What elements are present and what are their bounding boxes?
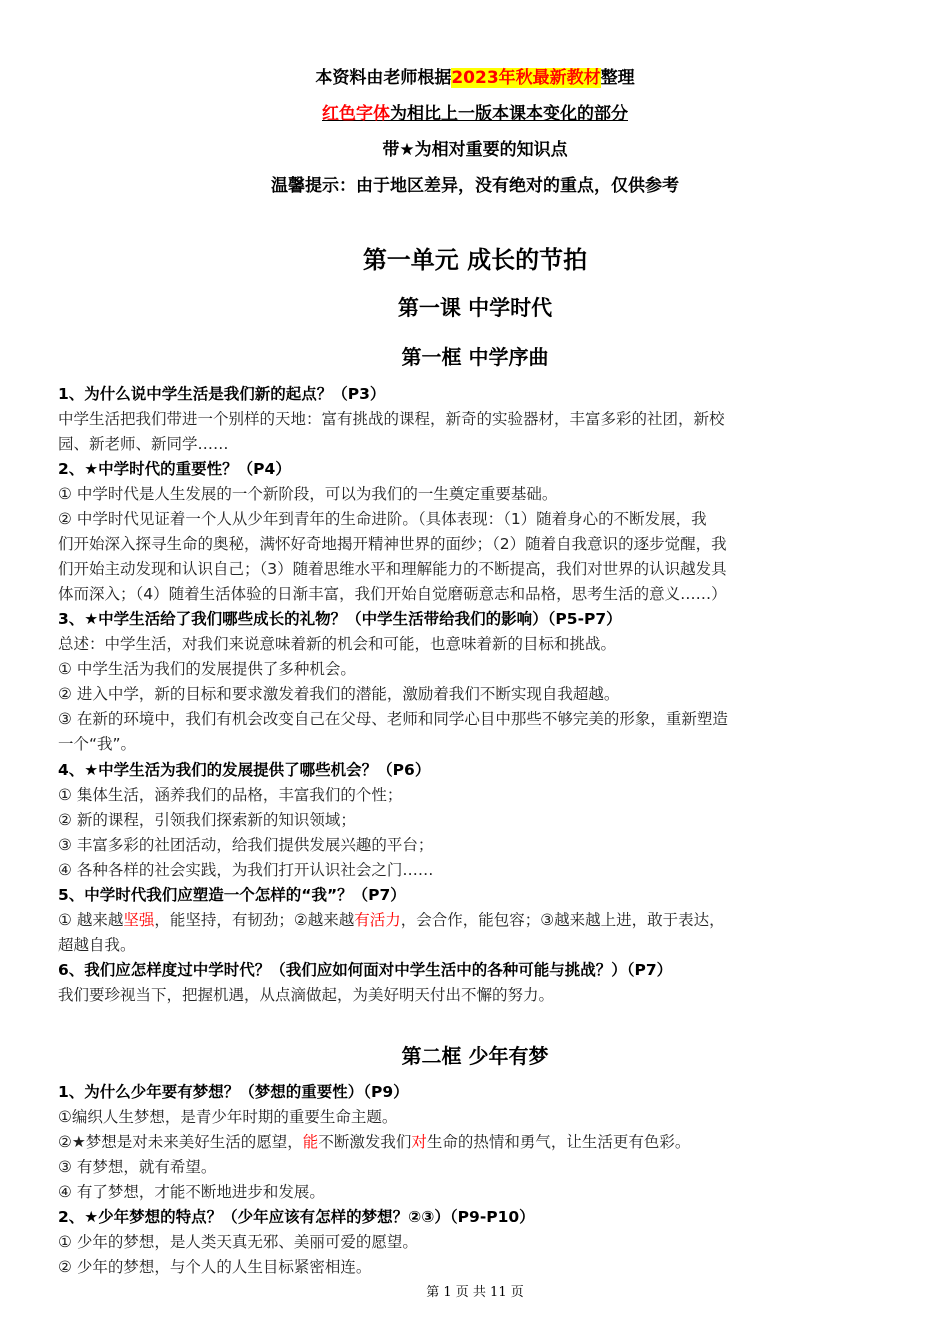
answer-line: 我们要珍视当下，把握机遇，从点滴做起，为美好明天付出不懈的努力。 — [58, 986, 555, 1004]
answer-line: 们开始主动发现和认识自己；（3）随着思维水平和理解能力的不断提高，我们对世界的认识越发具 — [58, 560, 727, 578]
answer-line: ④ 各种各样的社会实践，为我们打开认识社会之门…… — [58, 861, 434, 879]
unit-title: 第一单元 成长的节拍 — [362, 246, 588, 274]
answer-line: ① 越来越坚强，能坚持，有韧劲；②越来越有活力，会合作，能包容；③越来越上进，敢于表达， — [58, 911, 725, 929]
highlighted-text: 2023年秋最新教材 — [451, 68, 601, 88]
red-keyword: 能 — [302, 1133, 319, 1151]
section-title: 第一框 中学序曲 — [401, 345, 549, 369]
question-heading: 3、★中学生活给了我们哪些成长的礼物？（中学生活带给我们的影响）（P5-P7） — [58, 610, 622, 628]
answer-line: 中学生活把我们带进一个别样的天地：富有挑战的课程，新奇的实验器材，丰富多彩的社团，新校 — [58, 410, 725, 428]
header-line-2: 红色字体为相比上一版本课本变化的部分 — [322, 104, 628, 124]
answer-line: ③ 有梦想，就有希望。 — [58, 1158, 217, 1176]
answer-line: ①编织人生梦想，是青少年时期的重要生命主题。 — [58, 1108, 398, 1126]
header-line-1: 本资料由老师根据2023年秋最新教材整理 — [315, 68, 635, 88]
question-heading: 5、中学时代我们应塑造一个怎样的“我”？（P7） — [58, 886, 406, 904]
question-heading: 2、★少年梦想的特点？（少年应该有怎样的梦想？②③）（P9-P10） — [58, 1208, 535, 1226]
answer-line: ③ 丰富多彩的社团活动，给我们提供发展兴趣的平台； — [58, 836, 434, 854]
lesson-title: 第一课 中学时代 — [397, 296, 553, 320]
red-keyword: 有活力 — [354, 911, 401, 929]
answer-line: ① 少年的梦想，是人类天真无邪、美丽可爱的愿望。 — [58, 1233, 418, 1251]
answer-line: 们开始深入探寻生命的奥秘，满怀好奇地揭开精神世界的面纱；（2）随着自我意识的逐步觉醒，我 — [58, 535, 727, 553]
header-line-4: 温馨提示：由于地区差异，没有绝对的重点，仅供参考 — [271, 176, 679, 196]
question-heading: 1、为什么少年要有梦想？（梦想的重要性）（P9） — [58, 1083, 409, 1101]
answer-line: ④ 有了梦想，才能不断地进步和发展。 — [58, 1183, 325, 1201]
answer-line: ③ 在新的环境中，我们有机会改变自己在父母、老师和同学心目中那些不够完美的形象，重新塑造 — [58, 710, 728, 728]
answer-line: 一个“我”。 — [58, 735, 137, 753]
answer-line: ② 中学时代见证着一个人从少年到青年的生命进阶。（具体表现：（1）随着身心的不断发展，我 — [58, 510, 707, 528]
question-heading: 2、★中学时代的重要性？（P4） — [58, 460, 291, 478]
red-keyword: 坚强 — [123, 911, 155, 929]
answer-line: ②★梦想是对未来美好生活的愿望，能不断激发我们对生命的热情和勇气，让生活更有色彩。 — [58, 1133, 691, 1151]
answer-line: ② 少年的梦想，与个人的人生目标紧密相连。 — [58, 1258, 372, 1276]
answer-line: 园、新老师、新同学…… — [58, 435, 229, 453]
section-title: 第二框 少年有梦 — [401, 1044, 549, 1068]
question-heading: 1、为什么说中学生活是我们新的起点？（P3） — [58, 385, 386, 403]
question-heading: 4、★中学生活为我们的发展提供了哪些机会？（P6） — [58, 761, 431, 779]
page-footer: 第 1 页 共 11 页 — [426, 1285, 524, 1300]
question-heading: 6、我们应怎样度过中学时代？（我们应如何面对中学生活中的各种可能与挑战？）（P7） — [58, 961, 673, 979]
answer-line: 体而深入；（4）随着生活体验的日渐丰富，我们开始自觉磨砺意志和品格，思考生活的意义……） — [58, 585, 727, 603]
answer-line: 总述：中学生活，对我们来说意味着新的机会和可能，也意味着新的目标和挑战。 — [58, 635, 617, 653]
answer-line: ② 进入中学，新的目标和要求激发着我们的潜能，激励着我们不断实现自我超越。 — [58, 685, 620, 703]
red-keyword: 对 — [411, 1133, 427, 1151]
red-text-note: 红色字体 — [322, 104, 390, 124]
answer-line: ② 新的课程，引领我们探索新的知识领域； — [58, 811, 356, 829]
answer-line: 超越自我。 — [58, 936, 136, 954]
answer-line: ① 集体生活，涵养我们的品格，丰富我们的个性； — [58, 786, 403, 804]
header-line-3: 带★为相对重要的知识点 — [382, 140, 568, 160]
answer-line: ① 中学生活为我们的发展提供了多种机会。 — [58, 660, 356, 678]
answer-line: ① 中学时代是人生发展的一个新阶段，可以为我们的一生奠定重要基础。 — [58, 485, 558, 503]
